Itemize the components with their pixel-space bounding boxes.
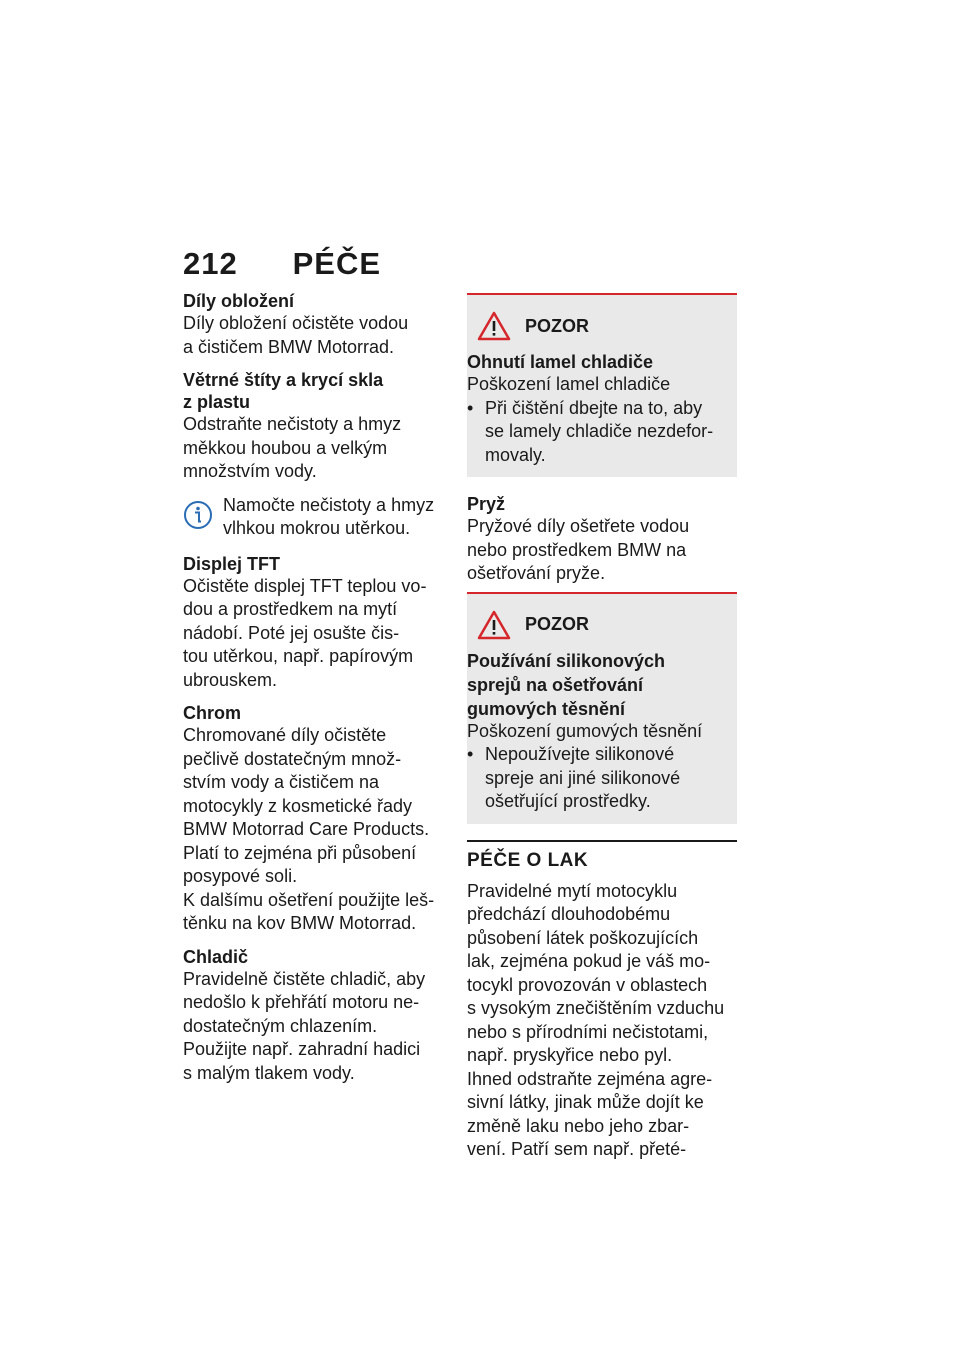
text-line: ubrouskem. bbox=[183, 669, 278, 690]
section-heading: Chrom bbox=[183, 703, 241, 723]
text-line: stvím vody a čističem na bbox=[183, 772, 380, 792]
section-heading: Displej TFT bbox=[183, 553, 281, 574]
section-radiator bbox=[183, 946, 448, 1086]
text-line: K dalšímu ošetření použijte leš- bbox=[183, 889, 435, 910]
section-heading: Větrné štíty a krycí skla bbox=[183, 370, 384, 390]
warning-title bbox=[477, 311, 727, 341]
text-line: vlhkou mokrou utěrkou. bbox=[223, 518, 411, 538]
text-line: nebo prostředkem BMW na bbox=[467, 539, 687, 560]
text-line: ošetřující prostředky. bbox=[485, 791, 651, 811]
text-line: a čističem BMW Motorrad. bbox=[183, 336, 395, 357]
text-line: se lamely chladiče nezdefor- bbox=[485, 421, 714, 441]
page-header bbox=[183, 246, 381, 282]
warning-box-radiator bbox=[467, 293, 737, 477]
section-title: PÉČE O LAK bbox=[467, 840, 737, 872]
info-icon bbox=[183, 494, 223, 541]
warning-text: Poškození gumových těsnění bbox=[467, 720, 703, 741]
text-line: BMW Motorrad Care Products. bbox=[183, 819, 430, 839]
warning-triangle-icon bbox=[477, 311, 511, 341]
bullet-item bbox=[467, 397, 727, 468]
text-line: tou utěrkou, např. papírovým bbox=[183, 646, 414, 666]
info-text bbox=[223, 494, 434, 541]
warning-heading: sprejů na ošetřování bbox=[467, 674, 644, 695]
warning-label: POZOR bbox=[525, 315, 590, 336]
text-line: pečlivě dostatečným množ- bbox=[183, 748, 402, 769]
text-line: změně laku nebo jeho zbar- bbox=[467, 1115, 690, 1136]
text-line: ošetřování pryže. bbox=[467, 563, 606, 583]
text-line: Namočte nečistoty a hmyz bbox=[223, 494, 435, 515]
text-line: měkkou houbou a velkým bbox=[183, 437, 388, 458]
text-line: movaly. bbox=[485, 444, 546, 465]
page-title: PÉČE bbox=[292, 246, 382, 281]
info-note bbox=[183, 494, 448, 541]
bullet-dot: • bbox=[467, 397, 474, 418]
text-line: Očistěte displej TFT teplou vo- bbox=[183, 575, 427, 596]
section-heading: Chladič bbox=[183, 946, 249, 967]
text-line: nebo s přírodními nečistotami, bbox=[467, 1021, 709, 1042]
left-column bbox=[183, 290, 448, 1095]
text-line: Pravidelné mytí motocyklu bbox=[467, 880, 678, 901]
text-line: nedošlo k přehřátí motoru ne- bbox=[183, 992, 420, 1012]
page-number: 212 bbox=[183, 246, 238, 281]
text-line: těnku na kov BMW Motorrad. bbox=[183, 913, 417, 933]
text-line: např. pryskyřice nebo pyl. bbox=[467, 1045, 673, 1065]
text-line: lak, zejména pokud je váš mo- bbox=[467, 951, 711, 971]
warning-title bbox=[477, 610, 727, 640]
section-body bbox=[467, 880, 737, 1162]
text-line: s malým tlakem vody. bbox=[183, 1062, 355, 1083]
text-line: nádobí. Poté jej osušte čis- bbox=[183, 622, 400, 643]
text-line: Díly obložení očistěte vodou bbox=[183, 313, 409, 333]
text-line: vení. Patří sem např. přeté- bbox=[467, 1139, 687, 1159]
text-line: dostatečným chlazením. bbox=[183, 1015, 378, 1036]
warning-triangle-icon bbox=[477, 610, 511, 640]
text-line: působení látek poškozujících bbox=[467, 927, 699, 948]
text-line: s vysokým znečištěním vzduchu bbox=[467, 998, 725, 1018]
section-rubber bbox=[467, 493, 737, 586]
warning-heading: Ohnutí lamel chladiče bbox=[467, 352, 654, 372]
section-tft-display bbox=[183, 553, 448, 693]
section-windshields bbox=[183, 369, 448, 484]
text-line: Použijte např. zahradní hadici bbox=[183, 1039, 421, 1059]
section-heading: Pryž bbox=[467, 494, 506, 514]
warning-label: POZOR bbox=[525, 614, 590, 634]
text-line: motocykly z kosmetické řady bbox=[183, 795, 413, 816]
bullet-dot: • bbox=[467, 744, 474, 764]
text-line: spreje ani jiné silikonové bbox=[485, 767, 681, 788]
section-heading: z plastu bbox=[183, 392, 251, 412]
text-line: dou a prostředkem na mytí bbox=[183, 599, 398, 619]
section-paint-care bbox=[467, 840, 737, 1162]
right-column bbox=[467, 293, 737, 1162]
text-line: Při čištění dbejte na to, aby bbox=[485, 397, 703, 418]
text-line: Platí to zejména při působení bbox=[183, 842, 417, 863]
section-heading: Díly obložení bbox=[183, 291, 295, 311]
bullet-item bbox=[467, 743, 727, 814]
text-line: Pravidelně čistěte chladič, aby bbox=[183, 968, 426, 989]
text-line: sivní látky, jinak může dojít ke bbox=[467, 1092, 704, 1112]
text-line: posypové soli. bbox=[183, 866, 298, 886]
text-line: Chromované díly očistěte bbox=[183, 725, 387, 745]
text-line: Nepoužívejte silikonové bbox=[485, 744, 675, 764]
text-line: Pryžové díly ošetřete vodou bbox=[467, 516, 690, 536]
warning-text: Poškození lamel chladiče bbox=[467, 374, 671, 394]
warning-heading: Používání silikonových bbox=[467, 650, 666, 671]
text-line: Ihned odstraňte zejména agre- bbox=[467, 1068, 713, 1089]
text-line: množstvím vody. bbox=[183, 461, 317, 481]
warning-heading: gumových těsnění bbox=[467, 698, 626, 719]
section-trim-parts bbox=[183, 290, 448, 359]
section-chrome bbox=[183, 702, 448, 936]
text-line: tocykl provozován v oblastech bbox=[467, 974, 708, 995]
text-line: předchází dlouhodobému bbox=[467, 904, 671, 924]
text-line: Odstraňte nečistoty a hmyz bbox=[183, 414, 402, 434]
warning-box-silicone bbox=[467, 592, 737, 824]
